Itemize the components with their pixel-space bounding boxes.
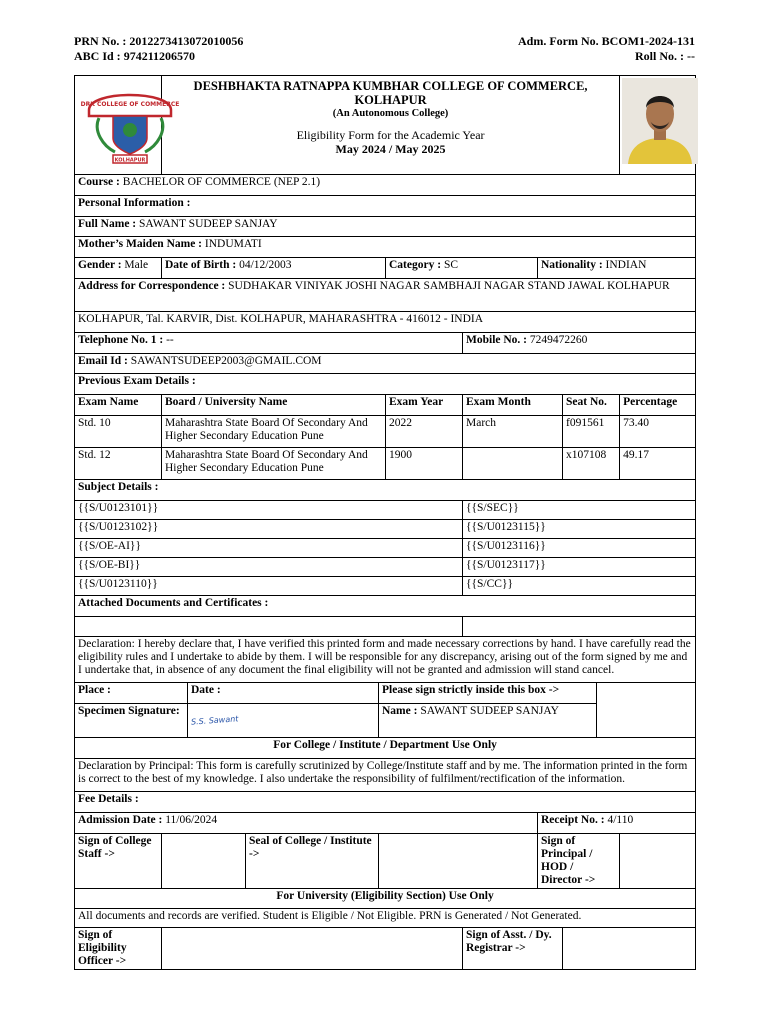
form-no-value: BCOM1-2024-131 <box>601 34 695 48</box>
exam-header-seat: Seat No. <box>563 395 620 416</box>
gender-label: Gender : <box>78 259 122 272</box>
category-label: Category : <box>389 259 442 272</box>
exam-percentage: 73.40 <box>620 415 696 447</box>
nationality-value: INDIAN <box>605 259 647 272</box>
subject-cell: {{S/U0123116}} <box>463 538 696 557</box>
gender-value: Male <box>124 259 149 272</box>
autonomous-label: (An Autonomous College) <box>332 108 449 119</box>
category-cell <box>386 258 538 279</box>
gender-cell <box>75 258 162 279</box>
attached-documents-heading: Attached Documents and Certificates : <box>75 595 696 616</box>
address-line-1: SUDHAKAR VINIYAK JOSHI NAGAR SAMBHAJI NAGAR STAND JAWAL KOLHAPUR <box>228 279 670 292</box>
admission-date-value: 11/06/2024 <box>165 813 218 826</box>
exam-header-year: Exam Year <box>386 395 463 416</box>
subject-cell: {{S/CC}} <box>463 576 696 595</box>
eligibility-officer-sign-label: Sign of Eligibility Officer -> <box>75 928 162 970</box>
specimen-signature-label: Specimen Signature: <box>75 704 188 738</box>
prn-label: PRN No. : <box>74 34 127 48</box>
name-label: Name : <box>382 705 418 718</box>
exam-seat: x107108 <box>563 447 620 479</box>
college-seal-box <box>379 833 538 888</box>
telephone-value: -- <box>166 333 174 346</box>
date-cell: Date : <box>188 683 379 704</box>
exam-name: Std. 10 <box>75 415 162 447</box>
subject-cell: {{S/OE-BI}} <box>75 557 463 576</box>
exam-year: 1900 <box>386 447 463 479</box>
full-name-row <box>75 216 696 237</box>
registrar-sign-label: Sign of Asst. / Dy. Registrar -> <box>463 928 563 970</box>
dob-label: Date of Birth : <box>165 259 237 272</box>
subject-cell: {{S/U0123102}} <box>75 519 463 538</box>
university-verification-note: All documents and records are verified. Student is Eligible / Not Eligible. PRN is Generated / Not Generated. <box>75 909 696 928</box>
principal-sign-label: Sign of Principal / HOD / Director -> <box>538 833 620 888</box>
exam-header-exam-name: Exam Name <box>75 395 162 416</box>
exam-board: Maharashtra State Board Of Secondary And Higher Secondary Education Pune <box>162 447 386 479</box>
table-row <box>75 415 696 447</box>
registrar-sign-box <box>563 928 696 970</box>
mobile-value: 7249472260 <box>529 333 588 346</box>
abc-value: 974211206570 <box>123 49 196 63</box>
exam-header-percentage: Percentage <box>620 395 696 416</box>
college-logo-cell <box>75 76 180 175</box>
email-label: Email Id : <box>78 354 128 367</box>
abc-line <box>74 49 195 64</box>
personal-info-heading: Personal Information : <box>75 195 696 216</box>
mobile-label: Mobile No. : <box>466 333 528 346</box>
mother-name-row <box>75 237 696 258</box>
course-value: BACHELOR OF COMMERCE (NEP 2.1) <box>122 176 321 188</box>
eligibility-officer-sign-box <box>162 928 463 970</box>
college-name: DESHBHAKTA RATNAPPA KUMBHAR COLLEGE OF COMMERCE, KOLHAPUR <box>193 79 588 107</box>
receipt-cell <box>538 812 696 833</box>
academic-year: May 2024 / May 2025 <box>335 142 446 156</box>
receipt-label: Receipt No. : <box>541 813 605 826</box>
email-row <box>75 353 696 374</box>
college-logo <box>75 76 185 170</box>
full-name-value: SAWANT SUDEEP SANJAY <box>139 217 278 230</box>
previous-exam-heading: Previous Exam Details : <box>75 374 696 395</box>
college-staff-sign-box <box>162 833 246 888</box>
exam-month: March <box>463 415 563 447</box>
university-use-heading: For University (Eligibility Section) Use Only <box>75 888 696 909</box>
subject-cell: {{S/U0123117}} <box>463 557 696 576</box>
principal-sign-box <box>620 833 696 888</box>
receipt-value: 4/110 <box>607 813 634 826</box>
telephone-cell <box>75 332 463 353</box>
college-use-heading: For College / Institute / Department Use Only <box>75 738 696 759</box>
exam-board: Maharashtra State Board Of Secondary And Higher Secondary Education Pune <box>162 415 386 447</box>
nationality-cell <box>538 258 696 279</box>
exam-name: Std. 12 <box>75 447 162 479</box>
college-title <box>162 76 620 175</box>
photo-cell <box>620 76 696 175</box>
roll-label: Roll No. : <box>635 49 684 63</box>
subject-cell: {{S/U0123110}} <box>75 576 463 595</box>
nationality-label: Nationality : <box>541 259 603 272</box>
mother-name-value: INDUMATI <box>204 238 262 251</box>
course-row <box>75 175 696 196</box>
roll-value: -- <box>687 49 695 63</box>
subject-cell: {{S/SEC}} <box>463 500 696 519</box>
logo-text-top: DRK COLLEGE OF COMMERCE <box>80 101 180 108</box>
abc-label: ABC Id : <box>74 49 121 63</box>
sign-box-label: Please sign strictly inside this box -> <box>379 683 597 704</box>
specimen-signature-cell <box>188 704 379 738</box>
documents-cell-left <box>75 616 463 637</box>
name-cell <box>379 704 597 738</box>
dob-cell <box>162 258 386 279</box>
address-label: Address for Correspondence : <box>78 279 226 292</box>
telephone-label: Telephone No. 1 : <box>78 333 164 346</box>
exam-seat: f091561 <box>563 415 620 447</box>
subject-cell: {{S/U0123101}} <box>75 500 463 519</box>
fee-details-heading: Fee Details : <box>75 791 696 812</box>
admission-date-label: Admission Date : <box>78 813 163 826</box>
course-label: Course : <box>78 176 120 188</box>
place-cell: Place : <box>75 683 188 704</box>
form-no-line <box>518 34 695 49</box>
exam-header-board: Board / University Name <box>162 395 386 416</box>
mobile-cell <box>463 332 696 353</box>
exam-percentage: 49.17 <box>620 447 696 479</box>
dob-value: 04/12/2003 <box>239 259 292 272</box>
eligibility-form <box>74 75 696 970</box>
subject-details-heading: Subject Details : <box>75 479 696 500</box>
subject-cell: {{S/OE-AI}} <box>75 538 463 557</box>
name-value: SAWANT SUDEEP SANJAY <box>420 705 559 718</box>
address-line-2: KOLHAPUR, Tal. KARVIR, Dist. KOLHAPUR, MAHARASHTRA - 416012 - INDIA <box>75 311 696 332</box>
exam-header-month: Exam Month <box>463 395 563 416</box>
form-no-label: Adm. Form No. <box>518 34 599 48</box>
documents-cell-right <box>463 616 696 637</box>
roll-line <box>635 49 695 64</box>
declaration: Declaration: I hereby declare that, I have verified this printed form and made necessary corrections by hand. I have carefully read the eligibility rules and I undertake to abide by them. I will be responsible for any discrepancy, arising out of the form signed by me and I undertake that, in absence of any document the final eligibility will not be granted and admission will stand cancel. <box>75 637 696 683</box>
college-staff-sign-label: Sign of College Staff -> <box>75 833 162 888</box>
category-value: SC <box>443 259 459 272</box>
address-row <box>75 278 696 311</box>
mother-name-label: Mother’s Maiden Name : <box>78 238 203 251</box>
exam-year: 2022 <box>386 415 463 447</box>
prn-value: 2012273413072010056 <box>129 34 244 48</box>
exam-month <box>463 447 563 479</box>
specimen-signature: S.S. Sawant <box>190 714 239 727</box>
email-value: SAWANTSUDEEP2003@GMAIL.COM <box>130 354 322 367</box>
logo-text-bottom: KOLHAPUR <box>114 157 146 164</box>
principal-declaration: Declaration by Principal: This form is carefully scrutinized by College/Institute staff and by me. The information printed in the form is correct to the best of my knowledge. I also undertake the responsibility of fulfilment/rectification of the information. <box>75 758 696 791</box>
signature-box[interactable] <box>597 683 696 738</box>
prn-line <box>74 34 243 49</box>
form-title: Eligibility Form for the Academic Year <box>296 128 485 142</box>
admission-date-cell <box>75 812 538 833</box>
subject-cell: {{S/U0123115}} <box>463 519 696 538</box>
table-row <box>75 447 696 479</box>
top-info <box>74 34 695 64</box>
student-photo <box>622 78 698 164</box>
full-name-label: Full Name : <box>78 217 137 230</box>
college-seal-label: Seal of College / Institute -> <box>246 833 379 888</box>
